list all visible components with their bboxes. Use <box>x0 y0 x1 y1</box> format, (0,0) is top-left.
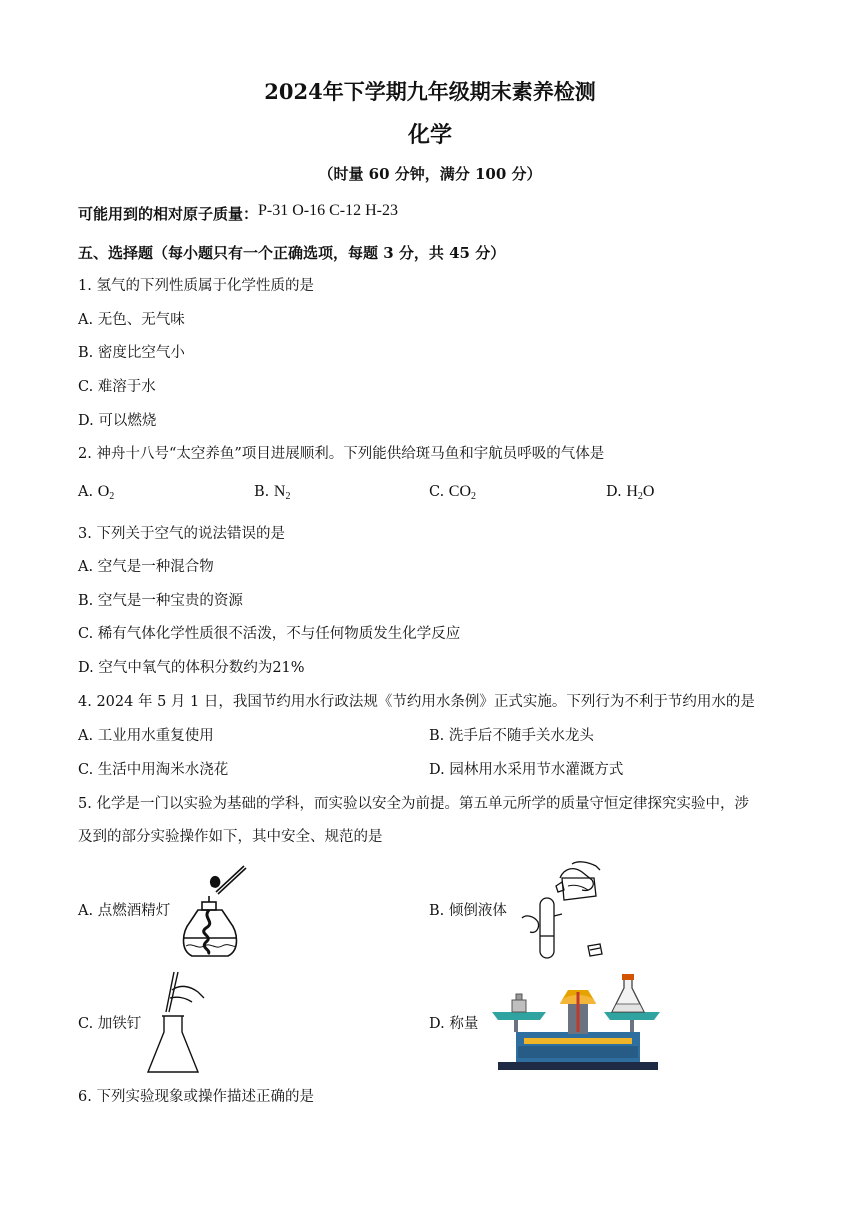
atomic-mass-line <box>78 203 398 224</box>
balance-weighing-illustration <box>490 972 666 1074</box>
q3-stem: 3. 下列关于空气的说法错误的是 <box>78 526 285 542</box>
q1-option-c: C. 难溶于水 <box>78 379 156 395</box>
subject-title: 化学 <box>407 122 452 148</box>
formula-co2: $CO_2$ <box>448 483 477 502</box>
q5-option-a: A. 点燃酒精灯 <box>78 903 171 919</box>
q5-stem-line2: 及到的部分实验操作如下，其中安全、规范的是 <box>78 829 383 845</box>
atomic-mass-values: P-31 O-16 C-12 H-23 <box>258 202 399 219</box>
q1-option-b: B. 密度比空气小 <box>78 345 185 361</box>
q4-option-c: C. 生活中用淘米水浇花 <box>78 762 229 778</box>
q3-option-b: B. 空气是一种宝贵的资源 <box>78 593 243 609</box>
alcohol-lamp-illustration <box>172 862 262 962</box>
adding-nail-illustration <box>140 968 210 1078</box>
q3-option-a: A. 空气是一种混合物 <box>78 559 214 575</box>
exam-title: 2024年下学期九年级期末素养检测 <box>264 79 596 104</box>
q2-option-b: B. $N_2$ <box>254 483 291 502</box>
q3-option-d: D. 空气中氧气的体积分数约为21% <box>78 660 305 676</box>
q3-option-c: C. 稀有气体化学性质很不活泼，不与任何物质发生化学反应 <box>78 626 461 642</box>
pouring-liquid-illustration <box>512 856 612 966</box>
section-heading: 五、选择题（每小题只有一个正确选项，每题 3 分，共 45 分） <box>78 244 506 262</box>
q5-option-c: C. 加铁钉 <box>78 1016 142 1032</box>
q4-stem: 4. 2024 年 5 月 1 日，我国节约用水行政法规《节约用水条例》正式实施。下列行为不利于节约用水的是 <box>78 694 755 710</box>
q5-stem-line1: 5. 化学是一门以实验为基础的学科，而实验以安全为前提。第五单元所学的质量守恒定律探究实验中，涉 <box>78 796 749 812</box>
q1-option-a: A. 无色、无气味 <box>78 312 185 328</box>
formula-o2: $O_2$ <box>97 483 115 502</box>
q1-option-d: D. 可以燃烧 <box>78 413 157 429</box>
q6-stem: 6. 下列实验现象或操作描述正确的是 <box>78 1089 314 1105</box>
q5-option-d: D. 称量 <box>429 1016 479 1032</box>
q4-option-d: D. 园林用水采用节水灌溉方式 <box>429 762 624 778</box>
q2-stem: 2. 神舟十八号“太空养鱼”项目进展顺利。下列能供给斑马鱼和宇航员呼吸的气体是 <box>78 446 605 462</box>
time-score-note: （时量 60 分钟，满分 100 分） <box>318 165 542 183</box>
q1-stem: 1. 氢气的下列性质属于化学性质的是 <box>78 278 314 294</box>
formula-n2: $N_2$ <box>273 483 291 502</box>
q4-option-a: A. 工业用水重复使用 <box>78 728 214 744</box>
atomic-mass-label: 可能用到的相对原子质量： <box>78 205 259 223</box>
formula-h2o: $H_2O$ <box>626 483 655 502</box>
q2-option-d: D. $H_2O$ <box>606 483 655 502</box>
q2-option-a: A. $O_2$ <box>78 483 115 502</box>
q5-option-b: B. 倾倒液体 <box>429 903 507 919</box>
q2-option-c: C. $CO_2$ <box>429 483 477 502</box>
q4-option-b: B. 洗手后不随手关水龙头 <box>429 728 594 744</box>
